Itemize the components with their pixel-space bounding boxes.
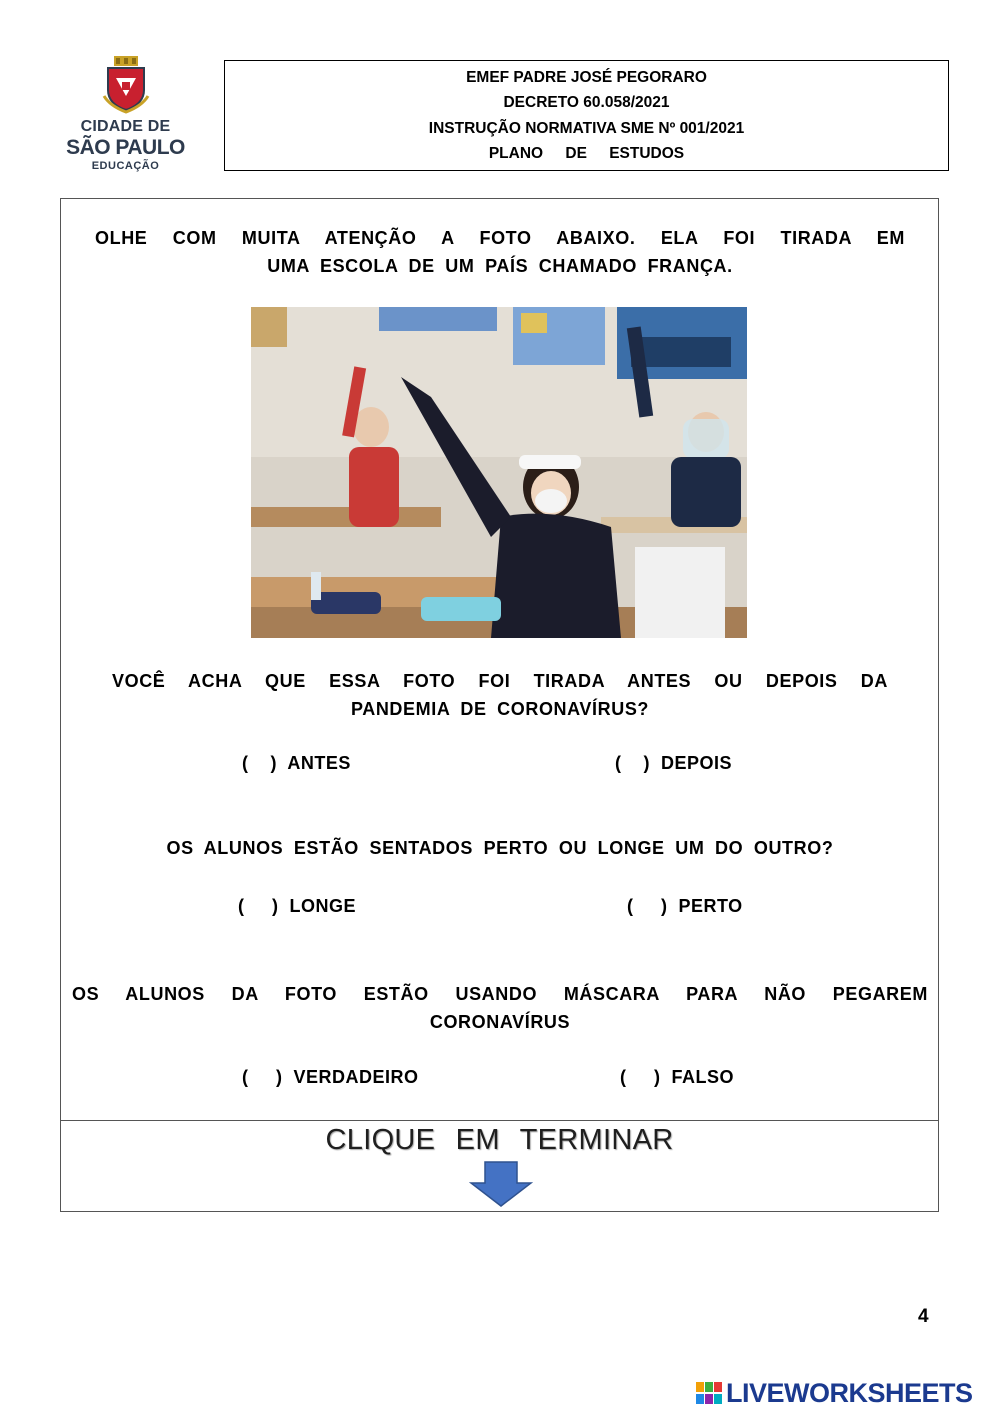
page-number: 4 xyxy=(918,1306,929,1327)
brand-name: LIVEWORKSHEETS xyxy=(726,1378,973,1408)
liveworksheets-logo-icon xyxy=(696,1382,722,1406)
sao-paulo-crest-icon xyxy=(102,56,150,114)
option-falso[interactable]: ( ) FALSO xyxy=(620,1067,734,1087)
option-perto[interactable]: ( ) PERTO xyxy=(627,896,743,916)
school-name: EMEF PADRE JOSÉ PEGORARO xyxy=(466,68,707,86)
option-verdadeiro[interactable]: ( ) VERDADEIRO xyxy=(242,1067,419,1087)
intro-text xyxy=(95,224,905,280)
logo-line-3: EDUCAÇÃO xyxy=(91,160,160,172)
classroom-photo xyxy=(251,307,747,638)
question-3 xyxy=(72,980,928,1036)
study-plan-title: PLANO DE ESTUDOS xyxy=(488,145,685,162)
arrow-down-icon[interactable] xyxy=(469,1161,533,1207)
option-longe[interactable]: ( ) LONGE xyxy=(238,896,356,916)
option-depois[interactable]: ( ) DEPOIS xyxy=(615,753,733,773)
question-1 xyxy=(112,667,888,723)
logo-line-2: SÃO PAULO xyxy=(66,136,185,159)
option-antes[interactable]: ( ) ANTES xyxy=(242,753,351,773)
intro-line-2: UMA ESCOLA DE UM PAÍS CHAMADO FRANÇA. xyxy=(267,256,733,276)
question-3-line-2: CORONAVÍRUS xyxy=(429,1012,571,1032)
question-3-line-1: OS ALUNOS DA FOTO ESTÃO USANDO MÁSCARA PARA NÃO PEGAREM xyxy=(72,984,928,1004)
liveworksheets-brand[interactable] xyxy=(696,1378,996,1410)
finish-instruction: CLIQUE EM TERMINAR xyxy=(325,1124,674,1156)
intro-line-1: OLHE COM MUITA ATENÇÃO A FOTO ABAIXO. ELA FOI TIRADA EM xyxy=(95,228,905,248)
decree-number: DECRETO 60.058/2021 xyxy=(503,94,670,111)
frame-divider xyxy=(60,1120,939,1121)
normative-instruction: INSTRUÇÃO NORMATIVA SME Nº 001/2021 xyxy=(428,119,745,137)
question-1-line-2: PANDEMIA DE CORONAVÍRUS? xyxy=(350,699,650,719)
document-header xyxy=(224,60,949,171)
logo-line-1: CIDADE DE xyxy=(80,118,171,135)
city-logo xyxy=(58,56,193,178)
question-1-line-1: VOCÊ ACHA QUE ESSA FOTO FOI TIRADA ANTES OU DEPOIS DA xyxy=(112,671,888,691)
question-2: OS ALUNOS ESTÃO SENTADOS PERTO OU LONGE UM DO OUTRO? xyxy=(166,838,834,858)
